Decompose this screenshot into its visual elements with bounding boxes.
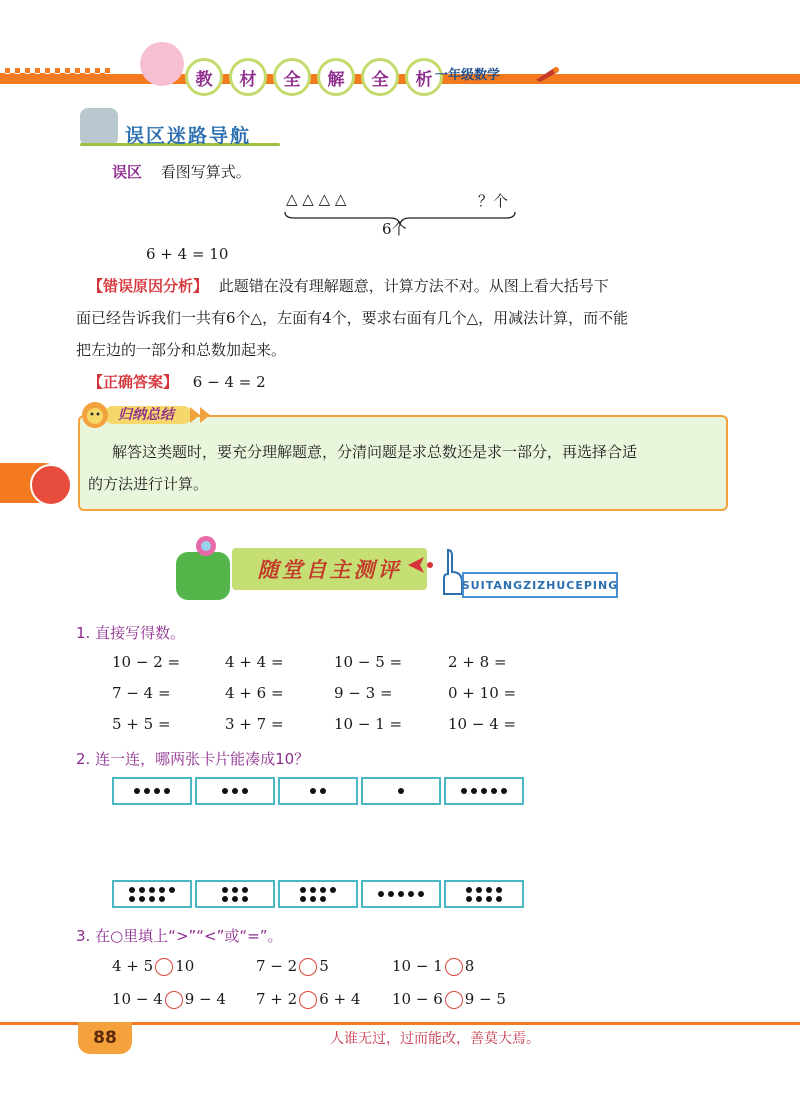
- compare-circle[interactable]: [155, 958, 173, 976]
- diagram-total: 6个: [382, 220, 407, 238]
- top-card-1-dots[interactable]: [361, 777, 441, 805]
- summary-title: 归纳总结: [118, 407, 174, 423]
- dot: [134, 788, 140, 794]
- header-char: 析: [405, 58, 443, 96]
- dot: [159, 896, 165, 902]
- dot: [242, 896, 248, 902]
- dot: [232, 896, 238, 902]
- q3-heading: 3. 在○里填上“>”“<”或“=”。: [76, 927, 283, 945]
- dot: [476, 896, 482, 902]
- compare-circle[interactable]: [299, 958, 317, 976]
- dot: [310, 887, 316, 893]
- correct-answer-line: [88, 366, 266, 398]
- wuqu-line: [112, 156, 251, 188]
- dot: [466, 896, 472, 902]
- q3-item: [256, 990, 360, 1009]
- banner-pinyin: SUITANGZIZHUCEPING: [462, 572, 618, 598]
- lion-mascot-icon: [80, 400, 110, 430]
- q3-item: [256, 957, 329, 976]
- q1-expr: 2 + 8 =: [448, 653, 507, 671]
- dot-group: [466, 887, 502, 902]
- top-card-2-dots[interactable]: [278, 777, 358, 805]
- dot: [144, 788, 150, 794]
- dot-group: [459, 788, 509, 794]
- q1-expr: 4 + 6 =: [225, 684, 284, 702]
- dot: [481, 788, 487, 794]
- compare-circle[interactable]: [299, 991, 317, 1009]
- dot: [398, 788, 404, 794]
- q1-expr: 7 − 4 =: [112, 684, 171, 702]
- error-label: 【错误原因分析】: [88, 277, 209, 295]
- fox-mascot-icon: [30, 464, 72, 506]
- arrow-icon: [408, 556, 434, 574]
- q3-item: [392, 957, 474, 976]
- bottom-card-6-dots[interactable]: [195, 880, 275, 908]
- q1-expr: 3 + 7 =: [225, 715, 284, 733]
- bottom-card-5-dots[interactable]: [361, 880, 441, 908]
- dot: [310, 788, 316, 794]
- dot-group: [308, 788, 328, 794]
- wuqu-text: 看图写算式。: [160, 163, 251, 181]
- banner-title: 随堂自主测评: [232, 548, 427, 590]
- bottom-card-8-dots[interactable]: [444, 880, 524, 908]
- footer-motto: 人谁无过，过而能改，善莫大焉。: [330, 1031, 540, 1047]
- dot: [501, 788, 507, 794]
- q3-item: [112, 957, 194, 976]
- dot: [139, 887, 145, 893]
- dot: [418, 891, 424, 897]
- header-char: 教: [185, 58, 223, 96]
- dot: [320, 896, 326, 902]
- q3-right: 8: [464, 957, 475, 975]
- q3-left: 10 − 6: [392, 990, 443, 1008]
- dot: [242, 788, 248, 794]
- q3-right: 5: [319, 957, 329, 975]
- dot: [222, 788, 228, 794]
- dot-group: [132, 788, 172, 794]
- dot: [496, 887, 502, 893]
- dot: [232, 887, 238, 893]
- wuqu-label: 误区: [112, 163, 143, 181]
- diagram-question: ？个: [478, 192, 509, 210]
- compare-circle[interactable]: [165, 991, 183, 1009]
- q1-expr: 5 + 5 =: [112, 715, 171, 733]
- dot: [466, 887, 472, 893]
- q3-right: 9 − 4: [184, 990, 226, 1008]
- correct-label: 【正确答案】: [88, 373, 179, 391]
- bottom-card-7-dots[interactable]: [278, 880, 358, 908]
- header-title: [185, 58, 443, 96]
- header-char: 全: [273, 58, 311, 96]
- dot: [310, 896, 316, 902]
- dot: [330, 887, 336, 893]
- q3-right: 10: [175, 957, 195, 975]
- diagram-triangles: △ △ △ △: [286, 190, 347, 208]
- bottom-card-9-dots[interactable]: [112, 880, 192, 908]
- dot: [169, 887, 175, 893]
- dot: [242, 887, 248, 893]
- bottom-card-row: [112, 880, 524, 908]
- dot: [388, 891, 394, 897]
- header-char: 解: [317, 58, 355, 96]
- header-char: 材: [229, 58, 267, 96]
- dot-group: [300, 887, 336, 902]
- dot: [398, 891, 404, 897]
- dot-group: [220, 788, 250, 794]
- dot: [408, 891, 414, 897]
- q1-expr: 10 − 5 =: [334, 653, 403, 671]
- header-subtitle: 一年级数学: [435, 68, 501, 83]
- q3-left: 7 + 2: [256, 990, 298, 1008]
- candy-icon: [190, 534, 222, 558]
- q1-expr: 4 + 4 =: [225, 653, 284, 671]
- dot: [486, 887, 492, 893]
- pencil-icon: [536, 66, 560, 82]
- q3-right: 9 − 5: [464, 990, 506, 1008]
- dot: [154, 788, 160, 794]
- top-card-row: [112, 777, 524, 805]
- q3-item: [392, 990, 506, 1009]
- dot: [222, 896, 228, 902]
- dot-group: [376, 891, 426, 897]
- compare-circle[interactable]: [445, 958, 463, 976]
- q1-expr: 9 − 3 =: [334, 684, 393, 702]
- q3-left: 10 − 4: [112, 990, 163, 1008]
- error-line1: 此题错在没有理解题意，计算方法不对。从图上看大括号下: [218, 277, 609, 295]
- q1-heading: 1. 直接写得数。: [76, 624, 186, 642]
- dot: [139, 896, 145, 902]
- dot: [491, 788, 497, 794]
- page-number: 88: [78, 1022, 132, 1054]
- compare-circle[interactable]: [445, 991, 463, 1009]
- dot-group: [222, 887, 248, 902]
- q3-right: 6 + 4: [319, 990, 361, 1008]
- error-line2: 面已经告诉我们一共有6个△，左面有4个，要求右面有几个△，用减法计算，而不能: [76, 309, 629, 327]
- dot: [486, 896, 492, 902]
- q1-expr: 10 − 4 =: [448, 715, 517, 733]
- section-title: 误区迷路导航: [125, 125, 252, 147]
- dot: [471, 788, 477, 794]
- q1-expr: 10 − 1 =: [334, 715, 403, 733]
- wrong-answer: 6 + 4 = 10: [146, 245, 229, 263]
- dot-group: [396, 788, 406, 794]
- dot: [461, 788, 467, 794]
- q2-heading: 2. 连一连，哪两张卡片能凑成10？: [76, 750, 310, 768]
- dot: [149, 887, 155, 893]
- top-card-5-dots[interactable]: [444, 777, 524, 805]
- dot: [149, 896, 155, 902]
- dot-group: [129, 887, 175, 902]
- q3-item: [112, 990, 226, 1009]
- q1-expr: 0 + 10 =: [448, 684, 517, 702]
- dot: [300, 887, 306, 893]
- dot: [320, 887, 326, 893]
- green-monster-icon: [176, 552, 230, 600]
- dot: [496, 896, 502, 902]
- girl-mascot-icon: [140, 42, 184, 86]
- summary-line2: 的方法进行计算。: [88, 475, 209, 493]
- dot: [300, 896, 306, 902]
- top-card-4-dots[interactable]: [112, 777, 192, 805]
- top-card-3-dots[interactable]: [195, 777, 275, 805]
- correct-answer: 6 − 4 = 2: [192, 373, 266, 391]
- dot: [476, 887, 482, 893]
- dot: [232, 788, 238, 794]
- dot: [129, 896, 135, 902]
- q3-left: 7 − 2: [256, 957, 298, 975]
- q1-expr: 10 − 2 =: [112, 653, 181, 671]
- header-char: 全: [361, 58, 399, 96]
- dot: [222, 887, 228, 893]
- dot: [320, 788, 326, 794]
- q3-left: 10 − 1: [392, 957, 443, 975]
- dot: [164, 788, 170, 794]
- dot: [129, 887, 135, 893]
- error-line3: 把左边的一部分和总数加起来。: [76, 341, 287, 359]
- dot: [378, 891, 384, 897]
- trashcan-mascot-icon: [80, 108, 118, 146]
- q3-left: 4 + 5: [112, 957, 154, 975]
- dot: [159, 887, 165, 893]
- error-analysis: [88, 270, 728, 302]
- summary-line1: 解答这类题时，要充分理解题意，分清问题是求总数还是求一部分，再选择合适: [112, 443, 638, 461]
